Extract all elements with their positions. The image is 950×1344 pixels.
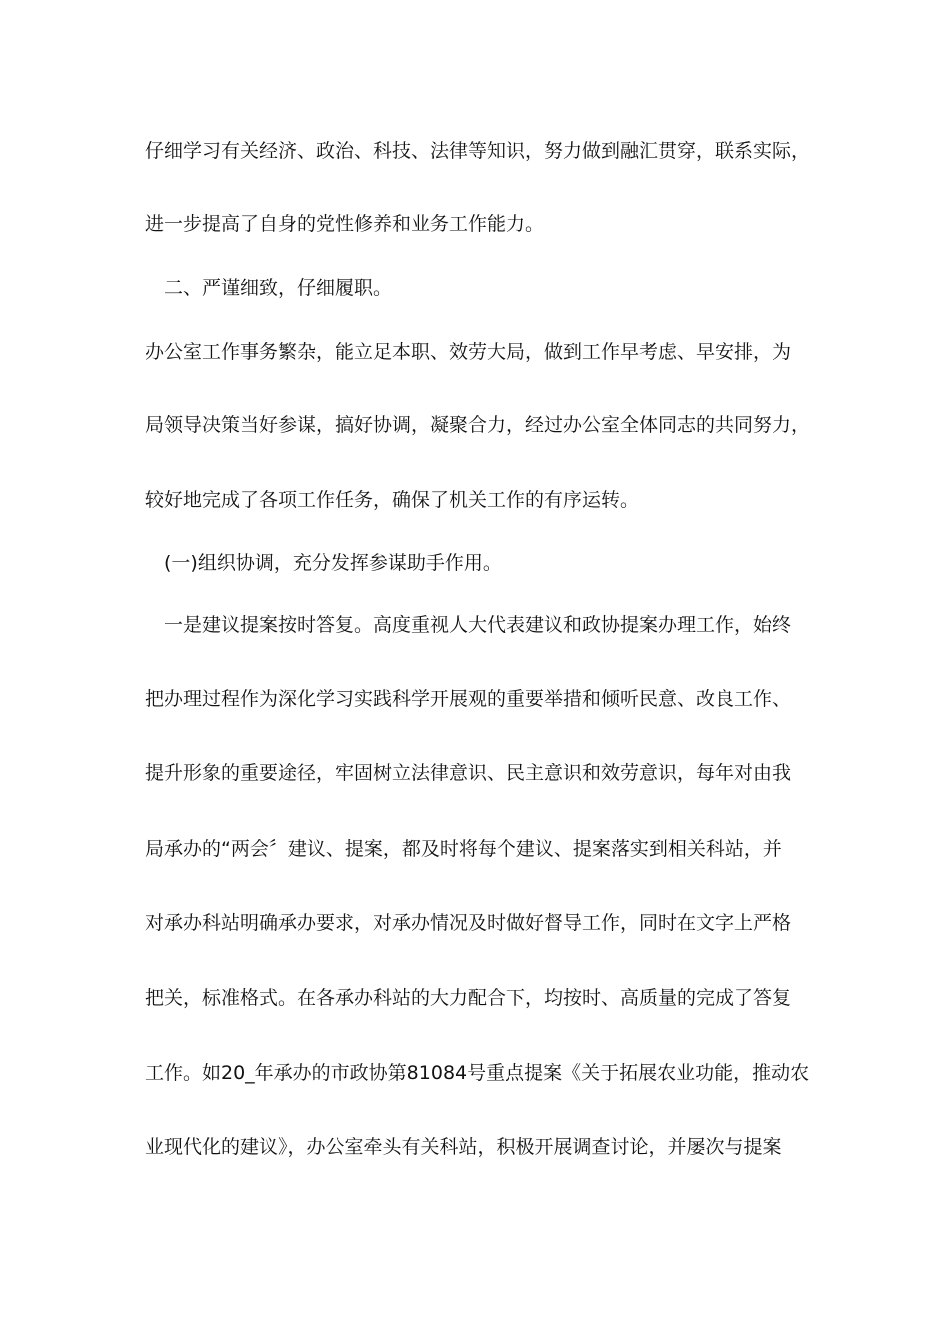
section-heading-2: 二、严谨细致，仔细履职。 [164, 277, 393, 299]
text-line-1: 仔细学习有关经济、政治、科技、法律等知识，努力做到融汇贯穿，联系实际， [145, 140, 811, 162]
text-line-5: 局领导决策当好参谋，搞好协调，凝聚合力，经过办公室全体同志的共同努力， [145, 414, 811, 436]
text-line-10: 提升形象的重要途径，牢固树立法律意识、民主意识和效劳意识，每年对由我 [145, 762, 792, 784]
subsection-heading-1: (一)组织协调，充分发挥参谋助手作用。 [164, 552, 502, 574]
text-line-4: 办公室工作事务繁杂，能立足本职、效劳大局，做到工作早考虑、早安排，为 [145, 341, 792, 363]
text-line-11: 局承办的“两会〞建议、提案，都及时将每个建议、提案落实到相关科站，并 [145, 838, 782, 860]
text-line-15: 业现代化的建议》，办公室牵头有关科站，积极开展调查讨论，并屡次与提案 [145, 1136, 782, 1158]
text-line-13: 把关，标准格式。在各承办科站的大力配合下，均按时、高质量的完成了答复 [145, 987, 792, 1009]
text-line-14: 工作。如20_年承办的市政协第81084号重点提案《关于拓展农业功能，推动农 [145, 1062, 810, 1084]
text-line-9: 把办理过程作为深化学习实践科学开展观的重要举措和倾听民意、改良工作、 [145, 688, 792, 710]
text-line-8: 一是建议提案按时答复。高度重视人大代表建议和政协提案办理工作，始终 [164, 614, 792, 636]
text-line-12: 对承办科站明确承办要求，对承办情况及时做好督导工作，同时在文字上严格 [145, 912, 792, 934]
text-line-6: 较好地完成了各项工作任务，确保了机关工作的有序运转。 [145, 489, 640, 511]
text-line-2: 进一步提高了自身的党性修养和业务工作能力。 [145, 213, 545, 235]
